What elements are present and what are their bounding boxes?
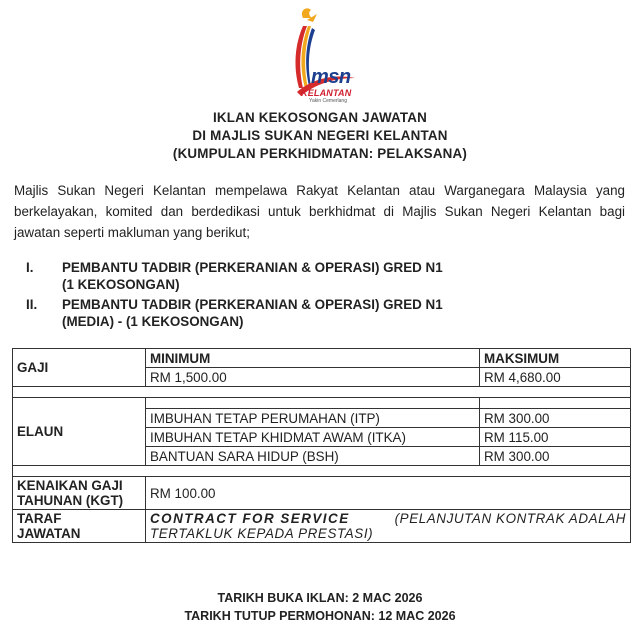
elaun-spacer-left [146, 398, 480, 409]
taraf-value [146, 510, 631, 543]
close-date: TARIKH TUTUP PERMOHONAN: 12 MAC 2026 [184, 609, 456, 623]
kgt-value: RM 100.00 [146, 477, 631, 510]
maksimum-header: MAKSIMUM [480, 349, 631, 368]
post-1-vacancy: (1 KEKOSONGAN) [62, 277, 180, 292]
kgt-label [13, 477, 146, 510]
taraf-label-line-1: TARAF [17, 511, 62, 526]
elaun-bsh-amount: RM 300.00 [480, 447, 631, 466]
logo-brand-text: msn [311, 66, 351, 88]
elaun-label: ELAUN [13, 398, 146, 466]
taraf-label-line-2: JAWATAN [17, 526, 81, 541]
heading-line-3: (KUMPULAN PERKHIDMATAN: PELAKSANA) [172, 146, 468, 161]
heading-line-2: DI MAJLIS SUKAN NEGERI KELANTAN [192, 128, 448, 143]
open-date: TARIKH BUKA IKLAN: 2 MAC 2026 [217, 591, 423, 605]
post-2-vacancy: (MEDIA) - (1 KEKOSONGAN) [62, 314, 244, 329]
logo-slogan-text: Yakin Cemerlang [309, 98, 347, 104]
salary-table [12, 348, 631, 543]
post-2-number: II. [26, 297, 38, 312]
table-spacer [13, 387, 631, 398]
kgt-label-line-1: KENAIKAN GAJI [17, 478, 123, 493]
post-2-title: PEMBANTU TADBIR (PERKERANIAN & OPERASI) GRED N1 [62, 297, 443, 312]
post-1-title: PEMBANTU TADBIR (PERKERANIAN & OPERASI) GRED N1 [62, 260, 443, 275]
elaun-itka-name: IMBUHAN TETAP KHIDMAT AWAM (ITKA) [146, 428, 480, 447]
post-1-number: I. [26, 260, 34, 275]
kgt-label-line-2: TAHUNAN (KGT) [17, 493, 124, 508]
elaun-spacer-right [480, 398, 631, 409]
elaun-bsh-name: BANTUAN SARA HIDUP (BSH) [146, 447, 480, 466]
elaun-itp-name: IMBUHAN TETAP PERUMAHAN (ITP) [146, 409, 480, 428]
elaun-itp-amount: RM 300.00 [480, 409, 631, 428]
maksimum-value: RM 4,680.00 [480, 368, 631, 387]
taraf-note-line-1: (PELANJUTAN KONTRAK ADALAH [394, 511, 626, 526]
table-spacer [13, 466, 631, 477]
taraf-value-line-1 [150, 511, 626, 526]
taraf-note-line-2: TERTAKLUK KEPADA PRESTASI) [150, 526, 374, 541]
gaji-label: GAJI [13, 349, 146, 387]
taraf-contract-text: CONTRACT FOR SERVICE [150, 511, 350, 526]
msn-logo [273, 4, 369, 104]
logo-state-text: KELANTAN [301, 88, 352, 98]
heading-line-1: IKLAN KEKOSONGAN JAWATAN [212, 110, 428, 125]
intro-paragraph: Majlis Sukan Negeri Kelantan mempelawa Rakyat Kelantan atau Warganegara Malaysia yang berkelayakan, komited dan berdedikasi untuk berkhidmat di Majlis Sukan Negeri Kelantan bagi jawatan seperti makluman yang berikut; [14, 183, 625, 240]
elaun-itka-amount: RM 115.00 [480, 428, 631, 447]
minimum-header: MINIMUM [146, 349, 480, 368]
minimum-value: RM 1,500.00 [146, 368, 480, 387]
taraf-label [13, 510, 146, 543]
